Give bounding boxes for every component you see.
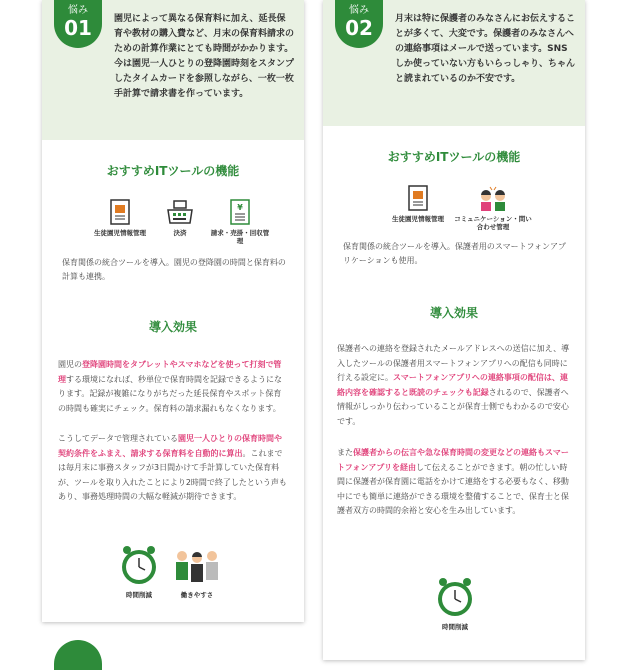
register-icon [165,198,195,226]
effect-paragraph-1: 園児の登降園時間をタブレットやスマホなどを使って打刻で管理する環境になれば、秒単位で保育時間を記録できるようになります。記録が複雑になりがちだった延長保育やスポット保育の時間も確実にチェック。保育料の請求漏れもなくなります。 [58,360,282,413]
tool-label: 請求・売掛・回収管理 [210,229,270,245]
effect-label: 時間削減 [126,591,152,599]
concern-card-02 [323,0,585,660]
tools-description: 保育関係の統合ツールを導入。保護者用のスマートフォンアプリケーションも使用。 [343,242,567,265]
document-icon [405,184,431,212]
svg-text:¥: ¥ [237,203,243,212]
next-card-badge [54,640,102,670]
effect-item [168,544,226,599]
tools-description: 保育関係の統合ツールを導入。園児の登降園の時間と保育料の計算も連携。 [62,258,286,281]
document-icon [107,198,133,226]
tool-item [210,198,270,245]
effect-title: 導入効果 [429,306,478,320]
tool-item [150,198,210,245]
clock-icon [119,544,159,586]
tools-title: おすすめITツールの機能 [106,164,240,178]
concern-badge [54,0,102,48]
tool-list [90,198,270,245]
concern-header [323,0,585,126]
effect-item [110,544,168,599]
tool-label: 決済 [173,229,187,237]
effect-label: 時間削減 [442,623,468,631]
people-icon [172,544,222,586]
effect-paragraph-2: また保護者からの伝言や急な保育時間の変更などの連絡もスマートフォンアプリを経由して伝えることができます。朝の忙しい時間に保護者が保育園に電話をかけて連絡をする必要もなく、移動中にでも簡単に連絡ができる環境を整備することで、保育士と保護者双方の時間的余裕と安心を生み出しています。 [337,448,569,515]
badge-number: 02 [345,16,373,40]
effect-list [110,544,226,599]
effect-title: 導入効果 [148,320,197,334]
tool-item [453,184,533,231]
tool-label: コミュニケーション・問い合わせ管理 [454,215,532,231]
tool-label: 生徒園児情報管理 [94,229,146,237]
badge-label: 悩み [349,5,369,16]
effect-paragraph-2: こうしてデータで管理されている園児一人ひとりの保育時間や契約条件をふまえ、請求する保育料を自動的に算出。これまでは毎月末に事務スタッフが3日間かけて手計算していた保育料が、ツールを取り入れたことにより2時間で終了したという声もあり、事務処理時間の大幅な軽減が期待できます。 [58,434,287,501]
effect-item [426,576,484,631]
invoice-icon [227,198,253,226]
effect-label: 働きやすさ [180,591,214,599]
tool-item [383,184,453,231]
effect-list [426,576,484,631]
tool-list [383,184,533,231]
concern-card-01 [42,0,304,622]
tool-item [90,198,150,245]
clock-icon [435,576,475,618]
concern-text: 月末は特に保護者のみなさんにお伝えすることが多くて、大変です。保護者のみなさんへの連絡事項はメールで送っています。SNSしか使っていない方もいらっしゃり、ちゃんと読まれているのか不安です。 [395,14,576,84]
effect-paragraph-1: 保護者への連絡を登録されたメールアドレスへの送信に加え、導入したツールの保護者用スマートフォンアプリへの配信も同時に行える設定に。スマートフォンアプリへの連絡事項の配信は、連絡内容を確認すると既読のチェックも記録されるので、保護者へ情報がしっかり伝わっていることが保育士側でもわかるので安心です。 [337,344,570,426]
concern-badge [335,0,383,48]
concern-header [42,0,304,140]
tool-label: 生徒園児情報管理 [392,215,444,223]
badge-label: 悩み [68,5,88,16]
badge-number: 01 [64,16,92,40]
concern-text: 園児によって異なる保育料に加え、延長保育や教材の購入費など、月末の保育料請求のための計算作業にとても時間がかかります。今は園児一人ひとりの登降園時刻をスタンプしたタイムカードを参照しながら、一枚一枚手計算で請求書を作っています。 [114,14,295,99]
communication-icon [476,184,510,212]
tools-title: おすすめITツールの機能 [387,150,521,164]
